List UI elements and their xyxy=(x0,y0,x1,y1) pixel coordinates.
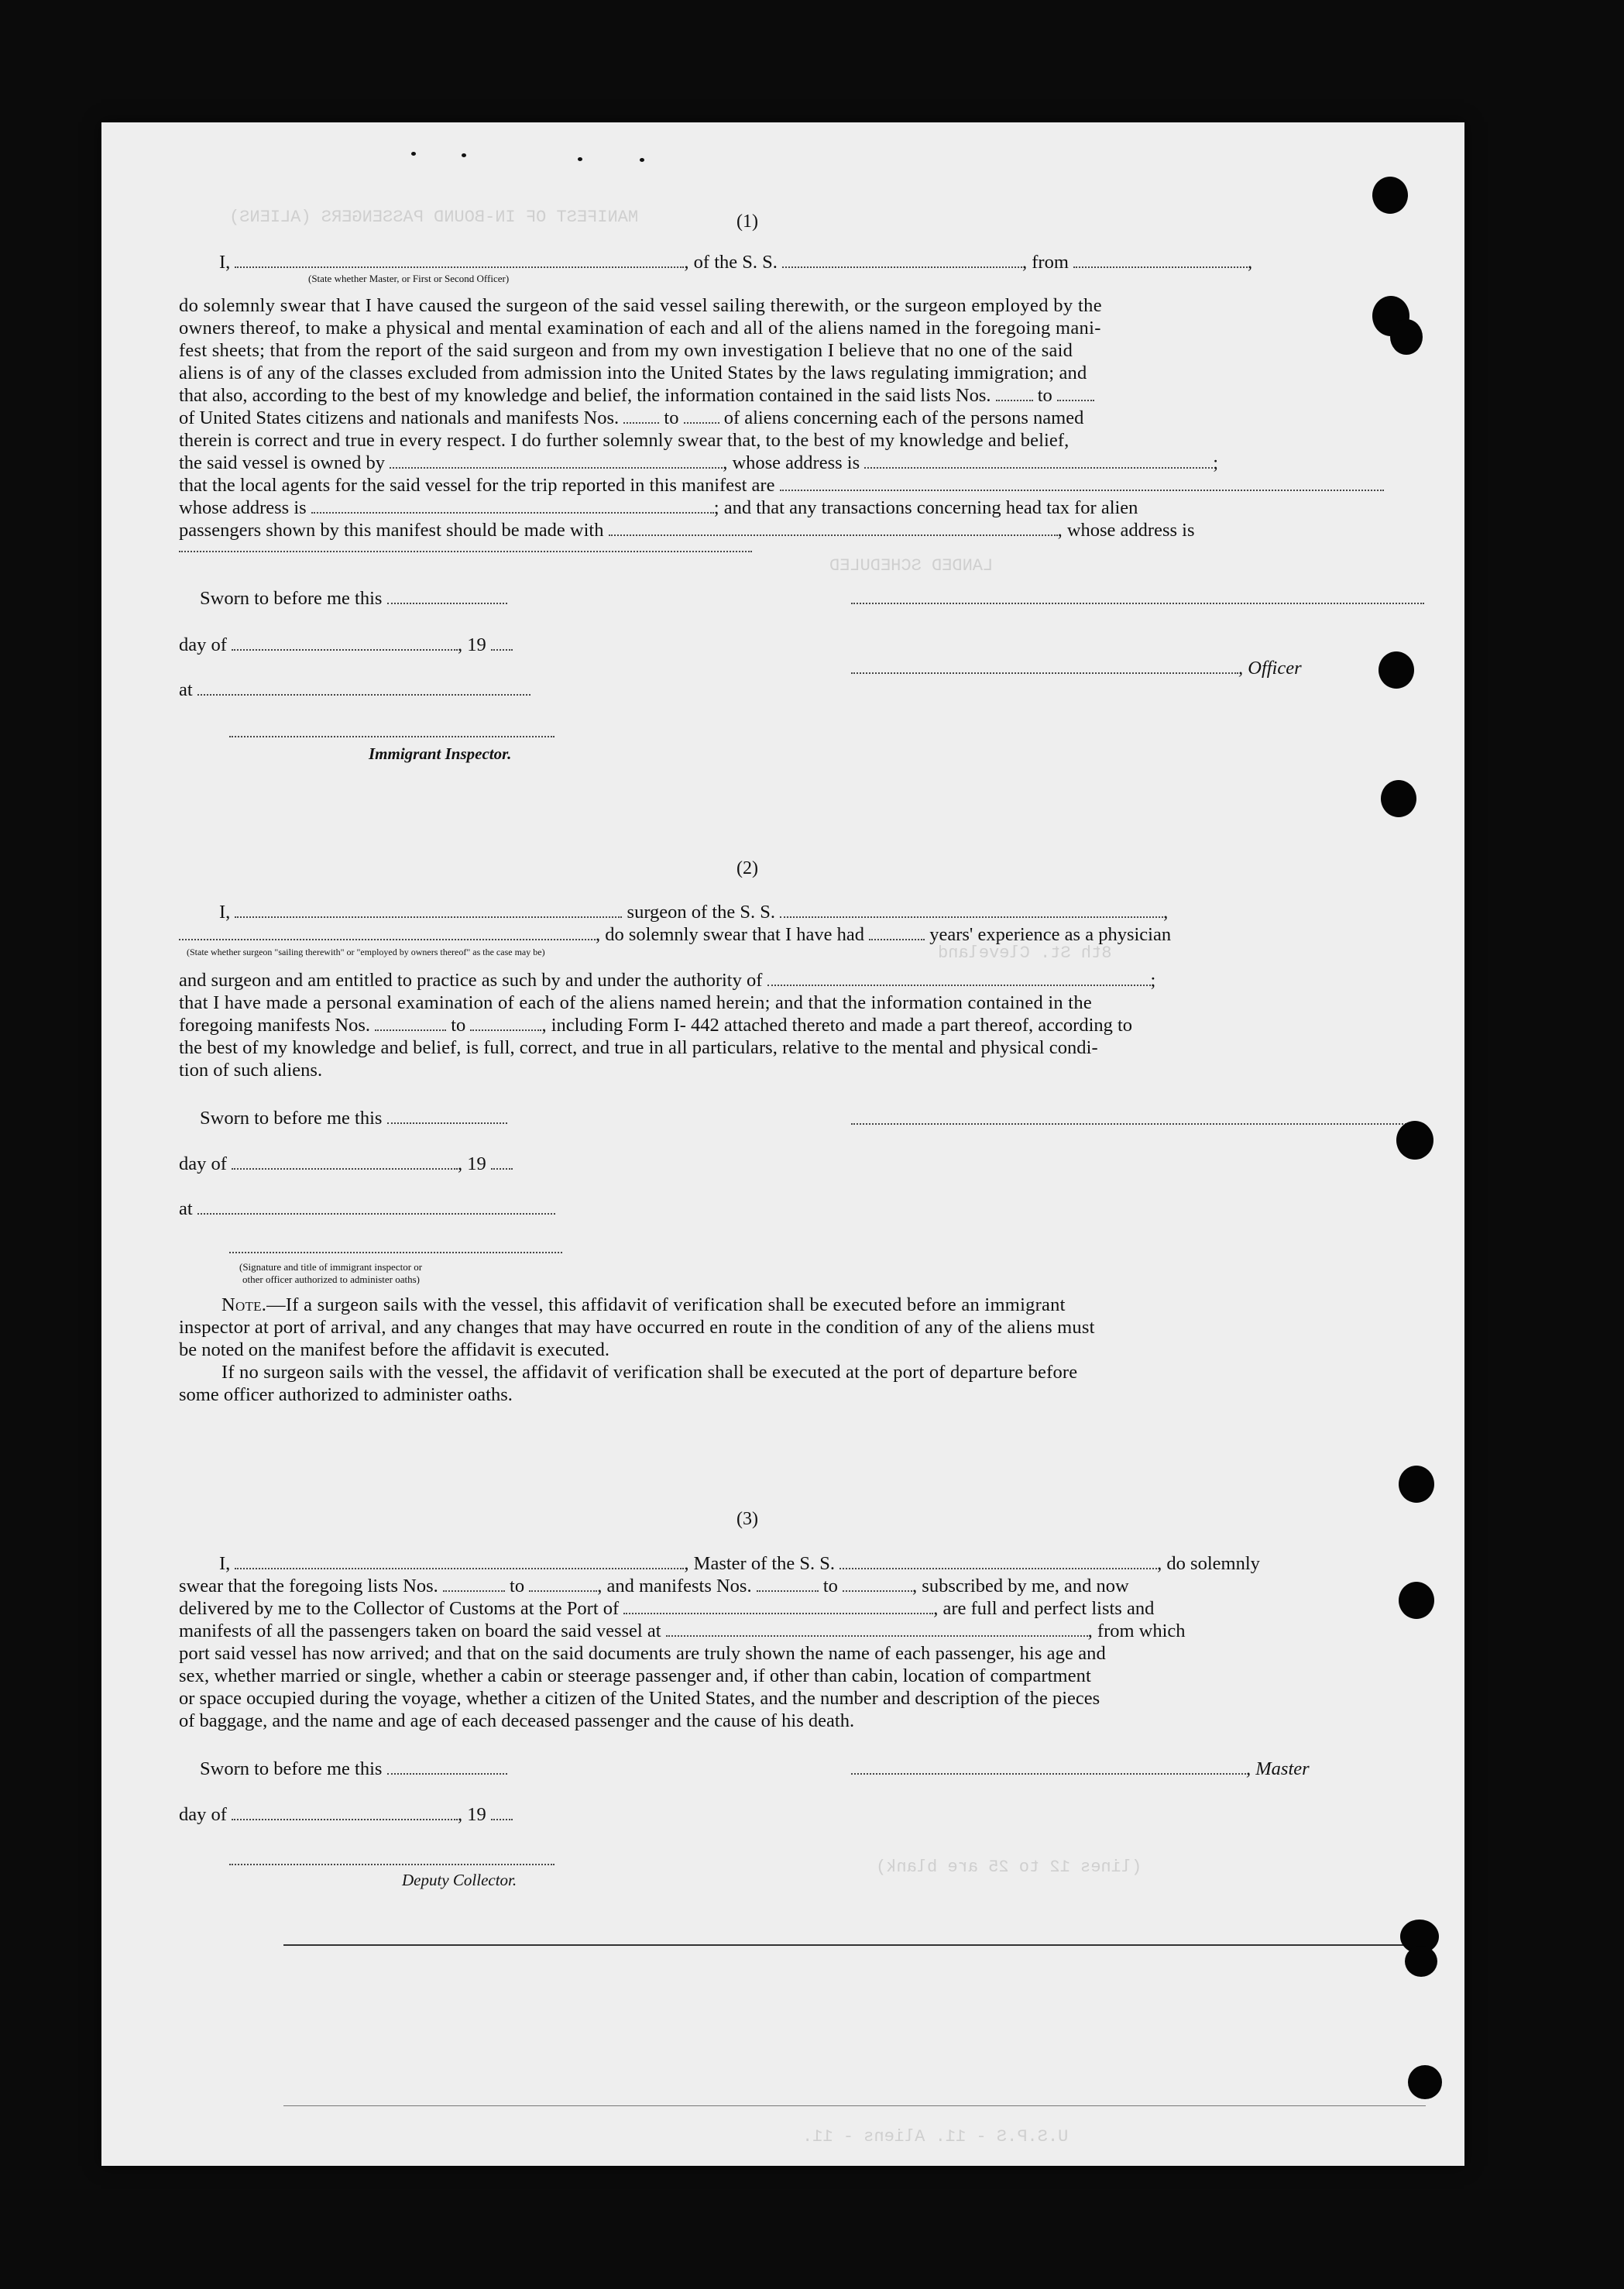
hint-text: (State whether surgeon "sailing therewith" or "employed by owners thereof" as the case may be) xyxy=(187,947,545,957)
sworn-line xyxy=(200,587,507,610)
blank-day xyxy=(387,1108,507,1124)
paragraph-line: do solemnly swear that I have caused the surgeon of the said vessel sailing therewith, or the surgeon employed by the xyxy=(179,295,1102,316)
paragraph-line: port said vessel has now arrived; and that on the said documents are truly shown the name of each passenger, his age and xyxy=(179,1643,1106,1664)
text: foregoing manifests Nos. xyxy=(179,1015,370,1036)
master-signature-line xyxy=(851,1758,1310,1781)
paragraph-line xyxy=(179,1575,1129,1598)
day-line xyxy=(179,634,513,657)
inspector-signature-line xyxy=(229,736,554,737)
text: ; and that any transactions concerning head tax for alien xyxy=(713,497,1138,518)
text: ; xyxy=(1213,452,1219,473)
signature-line xyxy=(229,1252,562,1253)
text: and surgeon and am entitled to practice as such by and under the authority of xyxy=(179,970,763,991)
text: at xyxy=(179,679,193,700)
text: that the local agents for the said vessel for the trip reported in this manifest are xyxy=(179,475,775,496)
paragraph-line xyxy=(179,1014,1132,1037)
paragraph-line xyxy=(179,474,1384,497)
paragraph-line: the best of my knowledge and belief, is full, correct, and true in all particulars, relative to the mental and physical condi- xyxy=(179,1037,1098,1058)
text: , whose address is xyxy=(1057,520,1195,541)
note-label: Note. xyxy=(221,1294,267,1315)
text: , and manifests Nos. xyxy=(597,1576,752,1596)
blank-year xyxy=(491,1805,513,1820)
at-line xyxy=(179,1198,555,1221)
blank-agents xyxy=(780,476,1384,491)
blank-vessel xyxy=(839,1554,1157,1569)
paragraph-line: or space occupied during the voyage, whether a citizen of the United States, and the number and description of the pieces xyxy=(179,1688,1100,1709)
blank-port xyxy=(666,1621,1088,1637)
text: that also, according to the best of my knowledge and belief, the information contained in the said lists Nos. xyxy=(179,385,991,406)
text: Sworn to before me this xyxy=(200,1108,383,1129)
blank xyxy=(1057,386,1094,401)
section-number: (3) xyxy=(736,1509,758,1529)
note-line: be noted on the manifest before the affidavit is executed. xyxy=(179,1339,610,1360)
blank xyxy=(443,1576,505,1592)
binder-hole xyxy=(1399,1466,1434,1503)
text: , subscribed by me, and now xyxy=(912,1576,1129,1596)
text: years' experience as a physician xyxy=(929,924,1172,945)
label: I, xyxy=(219,252,231,273)
binder-hole xyxy=(1405,1946,1437,1977)
section-number: (2) xyxy=(736,858,758,878)
bleed-through-text: U.S.P.S - 11. Aliens - 11. xyxy=(802,2127,1069,2146)
speck xyxy=(578,157,582,161)
blank-master-name xyxy=(235,1554,684,1569)
paragraph-line: therein is correct and true in every respect. I do further solemnly swear that, to the best of my knowledge and belief, xyxy=(179,430,1070,451)
paragraph-line xyxy=(179,969,1155,992)
blank-line xyxy=(179,551,752,552)
blank-place xyxy=(197,680,530,696)
text: to xyxy=(822,1576,838,1596)
text: I, xyxy=(219,1553,231,1574)
blank xyxy=(757,1576,819,1592)
text: day of xyxy=(179,1153,227,1174)
blank-master-signature xyxy=(851,1759,1246,1775)
hint-text: (State whether Master, or First or Second Officer) xyxy=(308,273,510,284)
blank-year xyxy=(491,635,513,651)
blank-surgeon-name xyxy=(235,902,622,918)
blank-officer-signature xyxy=(851,603,1424,604)
blank-signature xyxy=(851,1123,1424,1125)
label: , from xyxy=(1022,252,1069,273)
paragraph-line: tion of such aliens. xyxy=(179,1060,323,1081)
sworn-line xyxy=(200,1758,507,1781)
text: surgeon of the S. S. xyxy=(627,902,776,923)
paragraph-line: of baggage, and the name and age of each deceased passenger and the cause of his death. xyxy=(179,1710,855,1731)
at-line xyxy=(179,679,530,702)
note-line xyxy=(221,1294,1066,1317)
blank xyxy=(996,386,1033,401)
blank-address xyxy=(864,453,1213,469)
blank xyxy=(684,408,719,424)
text: , 19 xyxy=(458,1153,486,1174)
text: swear that the foregoing lists Nos. xyxy=(179,1576,438,1596)
text: , 19 xyxy=(458,634,486,655)
day-line xyxy=(179,1153,513,1176)
binder-hole xyxy=(1408,2065,1442,2099)
day-line xyxy=(179,1803,513,1827)
blank xyxy=(623,408,659,424)
blank-month xyxy=(232,1805,458,1820)
paragraph-line xyxy=(179,1597,1154,1621)
text: Sworn to before me this xyxy=(200,1758,383,1779)
text: of United States citizens and nationals and manifests Nos. xyxy=(179,407,620,428)
binder-hole xyxy=(1396,1121,1433,1160)
paragraph-line: that I have made a personal examination of each of the aliens named herein; and that the information contained in the xyxy=(179,992,1092,1013)
paragraph-line xyxy=(179,1620,1186,1643)
text: day of xyxy=(179,634,227,655)
speck xyxy=(462,153,466,157)
blank-port xyxy=(623,1599,933,1614)
blank-officer xyxy=(851,658,1238,674)
text: manifests of all the passengers taken on board the said vessel at xyxy=(179,1621,661,1641)
label: , xyxy=(1248,252,1253,273)
binder-hole xyxy=(1381,780,1416,817)
text: day of xyxy=(179,1804,227,1825)
divider-line xyxy=(283,1944,1426,1946)
blank xyxy=(609,521,1058,536)
text: passengers shown by this manifest should be made with xyxy=(179,520,604,541)
bleed-through-text: LANDED SCHEDULED xyxy=(829,556,994,576)
note-line: some officer authorized to administer oaths. xyxy=(179,1384,513,1405)
paragraph-line: owners thereof, to make a physical and mental examination of each and all of the aliens named in the foregoing mani- xyxy=(179,318,1101,339)
declarant-line xyxy=(219,251,1252,274)
blank xyxy=(470,1016,541,1031)
blank-month xyxy=(232,1154,458,1170)
note-line: inspector at port of arrival, and any changes that may have occurred en route in the condition of any of the aliens must xyxy=(179,1317,1095,1338)
divider-line xyxy=(283,2105,1426,2106)
paragraph-line xyxy=(179,519,1195,542)
blank-authority xyxy=(767,971,1151,986)
deputy-label: Deputy Collector. xyxy=(402,1871,517,1889)
blank-officer-name xyxy=(235,253,684,268)
blank-years xyxy=(869,925,925,940)
text: , do solemnly xyxy=(1157,1553,1260,1574)
bleed-through-text: 8th St. Cleveland xyxy=(938,943,1112,963)
speck xyxy=(411,152,416,156)
binder-hole xyxy=(1390,319,1423,355)
text: —If a surgeon sails with the vessel, this affidavit of verification shall be executed before an immigrant xyxy=(266,1294,1066,1315)
hint-text: other officer authorized to administer oaths) xyxy=(242,1273,420,1285)
speck xyxy=(640,158,644,162)
text: to xyxy=(510,1576,525,1596)
text: , are full and perfect lists and xyxy=(933,1598,1155,1619)
binder-hole xyxy=(1399,1582,1434,1619)
note-line: If no surgeon sails with the vessel, the affidavit of verification shall be executed at the port of departure before xyxy=(221,1362,1078,1383)
blank xyxy=(843,1576,912,1592)
deputy-signature-line xyxy=(229,1864,554,1865)
bleed-through-text: (lines 12 to 25 are blank) xyxy=(876,1858,1142,1877)
text: delivered by me to the Collector of Customs at the Port of xyxy=(179,1598,620,1619)
sworn-line xyxy=(200,1107,507,1130)
text: , from which xyxy=(1087,1621,1186,1641)
text: ; xyxy=(1150,970,1156,991)
text: of aliens concerning each of the persons named xyxy=(723,407,1084,428)
text: , whose address is xyxy=(723,452,860,473)
blank-vessel xyxy=(780,902,1163,918)
blank xyxy=(529,1576,597,1592)
bleed-through-text: MANIFEST OF IN-BOUND PASSENGERS (ALIENS) xyxy=(229,208,639,227)
text: , do solemnly swear that I have had xyxy=(596,924,864,945)
paragraph-line: fest sheets; that from the report of the said surgeon and from my own investigation I believe that no one of the said xyxy=(179,340,1073,361)
text: to xyxy=(664,407,679,428)
binder-hole xyxy=(1379,651,1414,689)
text: , including Form I- 442 attached thereto and made a part thereof, according to xyxy=(541,1015,1133,1036)
paragraph-line: aliens is of any of the classes excluded from admission into the United States by the laws regulating immigration; and xyxy=(179,363,1087,383)
text: whose address is xyxy=(179,497,307,518)
paragraph-line xyxy=(179,407,1083,430)
officer-label: , Officer xyxy=(1238,658,1302,679)
text: , Master of the S. S. xyxy=(684,1553,836,1574)
paragraph-line xyxy=(179,497,1138,520)
text: the said vessel is owned by xyxy=(179,452,386,473)
hint-text: (Signature and title of immigrant inspector or xyxy=(239,1261,423,1273)
blank-port xyxy=(1073,253,1248,268)
binder-hole xyxy=(1372,177,1408,214)
blank-day xyxy=(387,1759,507,1775)
text: to xyxy=(451,1015,466,1036)
master-label: , Master xyxy=(1246,1758,1310,1779)
text: to xyxy=(1037,385,1052,406)
officer-line xyxy=(851,657,1302,680)
text: at xyxy=(179,1198,193,1219)
paragraph-line xyxy=(179,452,1218,475)
blank-day xyxy=(387,589,507,604)
text: , 19 xyxy=(458,1804,486,1825)
blank-owner xyxy=(390,453,723,469)
blank-vessel xyxy=(782,253,1022,268)
surgeon-line xyxy=(219,901,1168,924)
surgeon-line-2 xyxy=(179,923,1171,947)
blank-month xyxy=(232,635,458,651)
blank-address xyxy=(311,498,714,514)
text: Sworn to before me this xyxy=(200,588,383,609)
blank-place xyxy=(197,1199,555,1215)
section-number: (1) xyxy=(736,211,758,232)
master-line xyxy=(219,1552,1260,1576)
blank xyxy=(375,1016,446,1031)
text: , xyxy=(1163,902,1169,923)
text: I, xyxy=(219,902,231,923)
document-page xyxy=(101,122,1464,2166)
paragraph-line: sex, whether married or single, whether a cabin or steerage passenger and, if other than cabin, location of compartment xyxy=(179,1665,1091,1686)
blank-year xyxy=(491,1154,513,1170)
blank xyxy=(179,925,596,940)
paragraph-line xyxy=(179,384,1094,407)
label: , of the S. S. xyxy=(684,252,778,273)
inspector-label: Immigrant Inspector. xyxy=(369,744,512,763)
